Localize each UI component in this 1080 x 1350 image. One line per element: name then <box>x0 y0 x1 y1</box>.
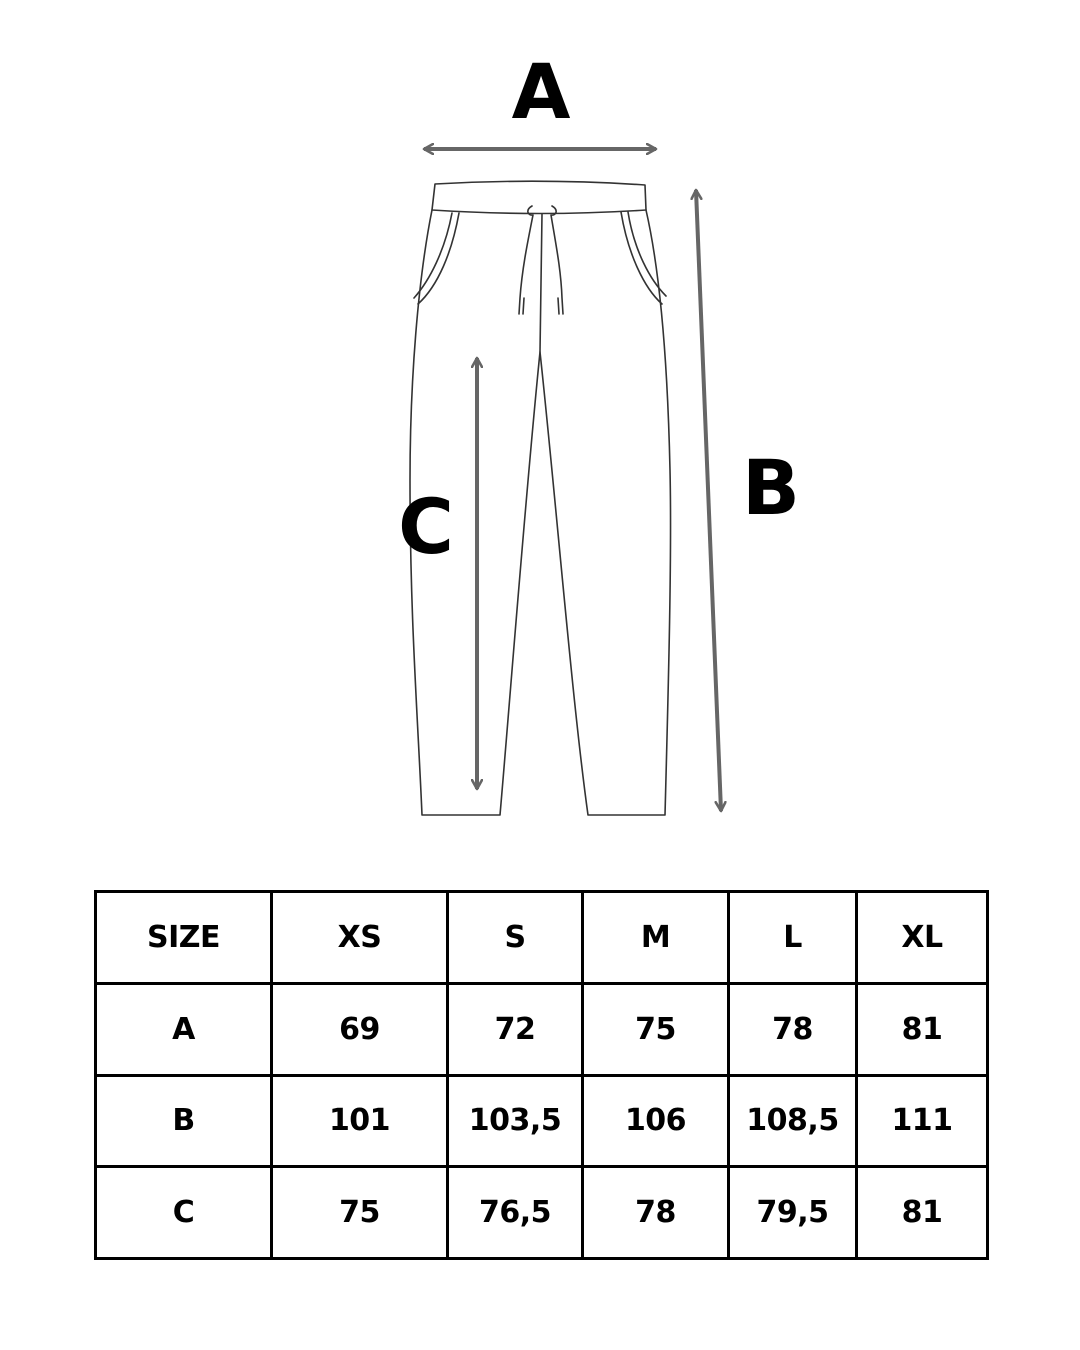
table-cell: 111 <box>857 1075 988 1167</box>
row-label-cell: A <box>96 983 272 1075</box>
table-cell: 78 <box>583 1167 729 1259</box>
header-cell: SIZE <box>96 892 272 984</box>
header-cell: S <box>448 892 583 984</box>
table-cell: 81 <box>857 1167 988 1259</box>
row-label-cell: C <box>96 1167 272 1259</box>
waistband <box>432 181 646 213</box>
table-cell: 72 <box>448 983 583 1075</box>
header-cell: L <box>729 892 857 984</box>
table-cell: 108,5 <box>729 1075 857 1167</box>
row-label-cell: B <box>96 1075 272 1167</box>
header-cell: XS <box>272 892 448 984</box>
table-row <box>96 1167 988 1259</box>
measure-arrow-b <box>696 190 721 811</box>
table-cell: 75 <box>583 983 729 1075</box>
table-cell: 69 <box>272 983 448 1075</box>
table-row <box>96 1075 988 1167</box>
header-cell: M <box>583 892 729 984</box>
table-cell: 78 <box>729 983 857 1075</box>
drawstring-left <box>519 206 533 314</box>
table-row <box>96 983 988 1075</box>
table-cell: 81 <box>857 983 988 1075</box>
fly-seam <box>540 214 542 352</box>
table-cell: 76,5 <box>448 1167 583 1259</box>
label-c: C <box>398 482 454 571</box>
table-cell: 75 <box>272 1167 448 1259</box>
header-cell: XL <box>857 892 988 984</box>
table-cell: 79,5 <box>729 1167 857 1259</box>
size-table <box>94 890 989 1260</box>
drawstring-right <box>551 206 563 314</box>
left-pocket <box>414 213 459 304</box>
table-header-row <box>96 892 988 984</box>
label-a: A <box>511 47 571 136</box>
table-cell: 101 <box>272 1075 448 1167</box>
label-b: B <box>742 443 800 532</box>
table-cell: 106 <box>583 1075 729 1167</box>
table-cell: 103,5 <box>448 1075 583 1167</box>
